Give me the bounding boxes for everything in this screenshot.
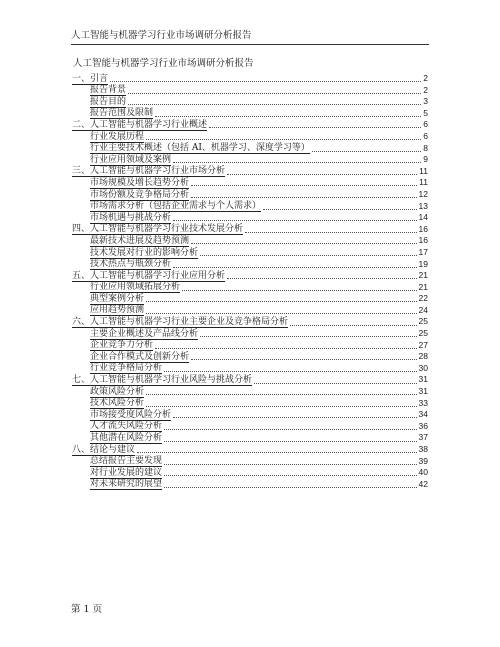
toc-dot-leader [164, 371, 417, 372]
toc-dot-leader [128, 93, 421, 94]
toc-entry-title: 企业合作模式及创新分析 [90, 351, 190, 362]
toc-entry[interactable] [72, 259, 428, 271]
toc-entry-title: 行业发展历程 [90, 131, 145, 142]
toc-entry-page: 2 [423, 73, 428, 83]
toc-dot-leader [146, 406, 417, 407]
toc-entry-title: 对行业发展的建议 [90, 467, 163, 478]
toc-entry-page: 27 [418, 339, 428, 350]
toc-entry[interactable] [72, 293, 428, 305]
toc-entry[interactable] [72, 282, 428, 294]
toc-entry[interactable] [72, 351, 428, 363]
toc-entry-page: 3 [423, 96, 428, 107]
toc-entry-page: 39 [418, 455, 428, 466]
toc-entry-page: 13 [418, 200, 428, 211]
toc-entry-title: 二、人工智能与机器学习行业概述 [72, 119, 208, 130]
toc-entry-page: 6 [423, 130, 428, 141]
toc-dot-leader [155, 348, 417, 349]
toc-entry-title: 总结报告主要发现 [90, 456, 163, 467]
toc-dot-leader [173, 162, 421, 163]
toc-entry-page: 14 [418, 212, 428, 223]
toc-entry-page: 38 [418, 444, 428, 454]
toc-dot-leader [146, 313, 417, 314]
toc-dot-leader [146, 394, 417, 395]
toc-entry[interactable] [72, 131, 428, 143]
toc-entry-page: 21 [418, 270, 428, 281]
toc-dot-leader [312, 151, 421, 152]
toc-entry-page: 25 [418, 328, 428, 339]
toc-entry-title: 四、人工智能与机器学习行业技术发展分析 [72, 224, 244, 235]
toc-entry[interactable] [72, 386, 428, 398]
toc-entry-title: 最新技术进展及趋势预测 [90, 235, 190, 246]
toc-dot-leader [128, 104, 421, 105]
toc-entry[interactable] [72, 328, 428, 340]
toc-entry-title: 行业竞争格局分析 [90, 363, 163, 374]
toc-dot-leader [146, 139, 421, 140]
toc-entry-title: 一、引言 [72, 73, 109, 84]
toc-entry[interactable] [72, 247, 428, 259]
toc-dot-leader [164, 487, 417, 488]
toc-entry[interactable] [72, 316, 428, 328]
toc-entry[interactable] [72, 201, 428, 213]
toc-entry-title: 七、人工智能与机器学习行业风险与挑战分析 [72, 375, 253, 386]
toc-entry-title: 三、人工智能与机器学习行业市场分析 [72, 166, 226, 177]
toc-dot-leader [173, 267, 417, 268]
toc-entry-page: 16 [418, 235, 428, 246]
toc-entry-title: 报告背景 [90, 85, 127, 96]
toc-entry-page: 37 [418, 432, 428, 443]
toc-entry-page: 11 [419, 165, 428, 176]
toc-entry-page: 19 [418, 258, 428, 269]
toc-entry[interactable] [72, 73, 428, 85]
toc-entry-title: 技术风险分析 [90, 398, 145, 409]
toc-dot-leader [227, 278, 417, 279]
toc-entry[interactable] [72, 305, 428, 317]
toc-entry-title: 报告范围及限制 [90, 108, 154, 119]
toc-entry[interactable] [72, 177, 428, 189]
toc-dot-leader [110, 81, 421, 82]
toc-entry-title: 行业主要技术概述（包括 AI、机器学习、深度学习等） [90, 143, 310, 154]
header-divider [71, 44, 429, 45]
toc-entry-title: 政策风险分析 [90, 386, 145, 397]
toc-dot-leader [146, 301, 417, 302]
toc-entry-page: 6 [423, 119, 428, 130]
toc-dot-leader [164, 475, 417, 476]
toc-entry-page: 42 [418, 478, 428, 489]
table-of-contents [72, 73, 428, 490]
toc-entry-title: 行业应用领域拓展分析 [90, 282, 181, 293]
toc-entry[interactable] [72, 479, 428, 491]
toc-entry-page: 31 [418, 386, 428, 397]
page-number: 第 1 页 [71, 604, 103, 615]
toc-dot-leader [173, 220, 417, 221]
toc-entry[interactable] [72, 96, 428, 108]
toc-entry-title: 市场份额及竞争格局分析 [90, 189, 190, 200]
toc-entry[interactable] [72, 85, 428, 97]
toc-dot-leader [173, 417, 417, 418]
toc-entry-title: 行业应用领域及案例 [90, 154, 172, 165]
toc-entry-page: 11 [419, 177, 428, 188]
toc-entry[interactable] [72, 270, 428, 282]
toc-entry-title: 六、人工智能与机器学习行业主要企业及竞争格局分析 [72, 317, 289, 328]
toc-entry-page: 12 [418, 188, 428, 199]
toc-entry-title: 应用趋势预测 [90, 305, 145, 316]
toc-entry[interactable] [72, 224, 428, 236]
toc-entry-title: 报告目的 [90, 96, 127, 107]
toc-entry-title: 五、人工智能与机器学习行业应用分析 [72, 270, 226, 281]
toc-dot-leader [164, 464, 417, 465]
toc-entry-page: 25 [418, 316, 428, 327]
toc-entry-page: 2 [423, 84, 428, 95]
toc-entry[interactable] [72, 432, 428, 444]
toc-dot-leader [191, 185, 417, 186]
toc-entry[interactable] [72, 363, 428, 375]
toc-title: 人工智能与机器学习行业市场调研分析报告 [73, 58, 254, 69]
toc-entry-title: 其他潜在风险分析 [90, 433, 163, 443]
toc-entry[interactable] [72, 398, 428, 410]
toc-dot-leader [191, 197, 417, 198]
toc-entry-page: 40 [418, 467, 428, 478]
toc-dot-leader [209, 127, 421, 128]
toc-entry-title: 市场需求分析（包括企业需求与个人需求） [90, 201, 262, 212]
toc-entry-title: 市场接受度风险分析 [90, 409, 172, 420]
toc-entry[interactable] [72, 212, 428, 224]
toc-entry-page: 24 [418, 304, 428, 315]
toc-entry-title: 技术发展对行业的影响分析 [90, 247, 199, 258]
toc-entry-page: 22 [418, 293, 428, 304]
toc-dot-leader [191, 359, 417, 360]
toc-entry-page: 30 [418, 362, 428, 373]
toc-dot-leader [155, 116, 421, 117]
toc-dot-leader [200, 255, 417, 256]
toc-entry-page: 5 [423, 107, 428, 118]
toc-entry-page: 34 [418, 409, 428, 420]
toc-dot-leader [164, 441, 417, 442]
toc-entry-title: 典型案例分析 [90, 293, 145, 304]
toc-entry[interactable] [72, 374, 428, 386]
toc-entry-page: 36 [418, 420, 428, 431]
toc-entry-page: 21 [418, 281, 428, 292]
toc-entry[interactable] [72, 189, 428, 201]
toc-entry[interactable] [72, 143, 428, 155]
toc-entry-page: 8 [423, 142, 428, 153]
toc-dot-leader [254, 383, 417, 384]
toc-entry-page: 9 [423, 154, 428, 165]
toc-entry[interactable] [72, 421, 428, 433]
toc-entry-title: 八、结论与建议 [72, 444, 136, 455]
toc-dot-leader [200, 336, 417, 337]
toc-entry-page: 28 [418, 351, 428, 362]
toc-dot-leader [245, 232, 417, 233]
toc-entry-title: 企业竞争力分析 [90, 340, 154, 351]
toc-dot-leader [263, 209, 417, 210]
toc-dot-leader [227, 174, 417, 175]
toc-entry-title: 市场机遇与挑战分析 [90, 212, 172, 223]
toc-entry-title: 技术热点与瓶颈分析 [90, 259, 172, 270]
toc-entry-page: 31 [418, 374, 428, 385]
toc-entry[interactable] [72, 154, 428, 166]
toc-entry[interactable] [72, 444, 428, 456]
toc-entry-title: 主要企业概述及产品线分析 [90, 328, 199, 339]
running-header: 人工智能与机器学习行业市场调研分析报告 [71, 30, 252, 41]
toc-entry-page: 17 [418, 246, 428, 257]
toc-entry[interactable] [72, 119, 428, 131]
toc-dot-leader [182, 290, 417, 291]
toc-entry[interactable] [72, 467, 428, 479]
toc-dot-leader [191, 243, 417, 244]
toc-entry[interactable] [72, 235, 428, 247]
toc-entry-title: 市场规模及增长趋势分析 [90, 177, 190, 188]
toc-entry-title: 人才流失风险分析 [90, 421, 163, 432]
toc-entry-page: 33 [418, 397, 428, 408]
toc-entry[interactable] [72, 108, 428, 120]
toc-dot-leader [290, 325, 417, 326]
toc-entry[interactable] [72, 456, 428, 468]
toc-entry[interactable] [72, 340, 428, 352]
toc-entry-page: 16 [418, 223, 428, 234]
toc-entry[interactable] [72, 409, 428, 421]
toc-dot-leader [137, 452, 417, 453]
toc-entry-title: 对未来研究的展望 [90, 479, 163, 490]
toc-entry[interactable] [72, 166, 428, 178]
toc-dot-leader [164, 429, 417, 430]
